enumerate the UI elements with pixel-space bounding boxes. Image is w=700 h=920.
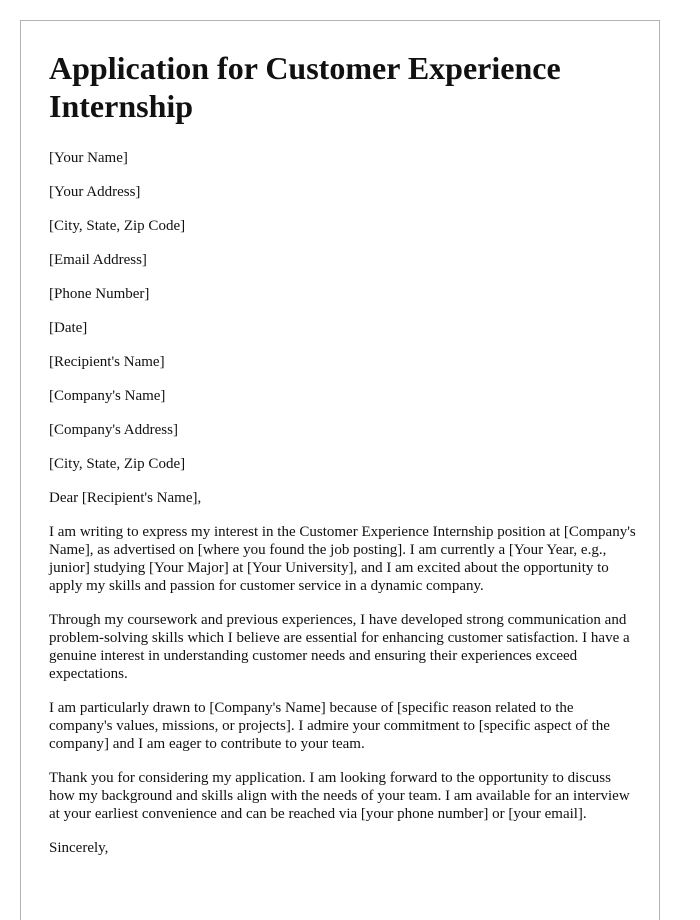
body-paragraph: I am particularly drawn to [Company's Name] because of [specific reason related to the company's values, missions, or projects]. I admire your commitment to [specific aspect of the company] and I am eager to contribute to your team. — [49, 700, 610, 752]
recipient-city-state-zip: [City, State, Zip Code] — [49, 456, 186, 472]
sender-address: [Your Address] — [49, 184, 141, 200]
recipient-name: [Recipient's Name] — [49, 354, 165, 370]
body-paragraph: Through my coursework and previous experiences, I have developed strong communication and problem-solving skills which I believe are essential for enhancing customer satisfaction. I have a genuine interest in understanding customer needs and ensuring their experiences exceed expectations. — [49, 612, 630, 682]
body-paragraph: Thank you for considering my application. I am looking forward to the opportunity to discuss how my background and skills align with the needs of your team. I am available for an interview at your earliest convenience and can be reached via [your phone number] or [your email]. — [49, 770, 630, 822]
letter-content — [49, 49, 639, 857]
letter-date: [Date] — [49, 320, 88, 336]
letter-title: Application for Customer Experience Internship — [49, 50, 561, 124]
address-block — [49, 149, 639, 473]
sender-phone: [Phone Number] — [49, 286, 150, 302]
sender-name: [Your Name] — [49, 150, 128, 166]
recipient-address: [Company's Address] — [49, 422, 178, 438]
closing: Sincerely, — [49, 840, 109, 856]
letter-page — [20, 20, 660, 920]
body-paragraph: I am writing to express my interest in the Customer Experience Internship position at [Company's Name], as advertised on [where you found the job posting]. I am currently a [Your Year, e.g., junior] studying [Your Major] at [Your University], and I am excited about the opportunity to apply my skills and passion for customer service in a dynamic company. — [49, 524, 636, 594]
sender-city-state-zip: [City, State, Zip Code] — [49, 218, 186, 234]
recipient-company: [Company's Name] — [49, 388, 166, 404]
sender-email: [Email Address] — [49, 252, 147, 268]
salutation: Dear [Recipient's Name], — [49, 490, 202, 506]
